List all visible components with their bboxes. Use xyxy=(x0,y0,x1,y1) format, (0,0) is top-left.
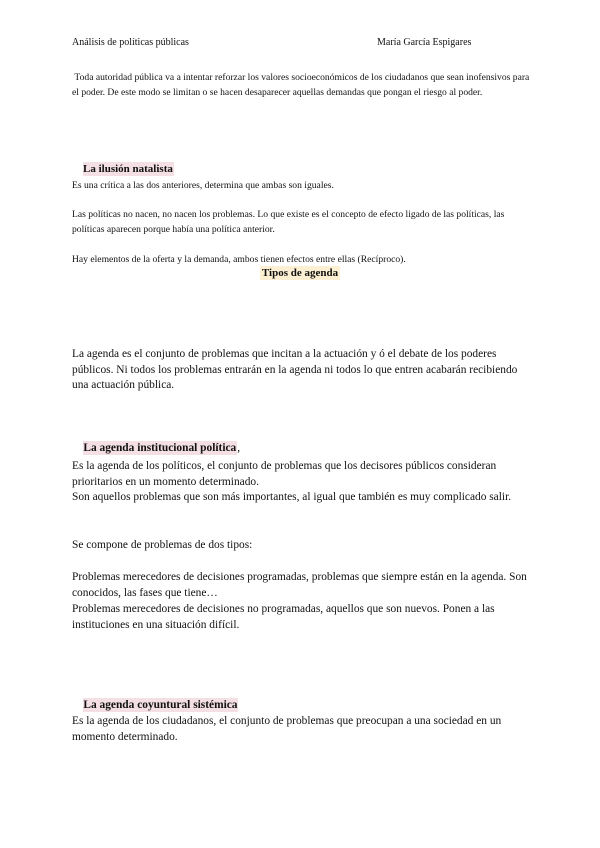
heading-tipos-de-agenda xyxy=(0,266,600,281)
natalista-paragraph-1: Es una crítica a las dos anteriores, determina que ambas son iguales. xyxy=(72,180,334,191)
intro-paragraph: Toda autoridad pública va a intentar reforzar los valores socioeconómicos de los ciudadanos que sean inofensivos para el poder. De este modo se limitan o se hacen desaparecer aquellas demandas que pongan el riesgo al poder. xyxy=(72,72,532,98)
institucional-paragraph-3: Se compone de problemas de dos tipos: xyxy=(72,539,253,551)
header-author-name: María García Espigares xyxy=(377,37,472,48)
institucional-paragraph-2: Son aquellos problemas que son más importantes, al igual que también es muy complicado salir. xyxy=(72,491,512,503)
heading-agenda-coyuntural-text: La agenda coyuntural sistémica xyxy=(83,699,238,711)
heading-tipos-de-agenda-text: Tipos de agenda xyxy=(261,267,339,279)
institucional-paragraph-4: Problemas merecedores de decisiones programadas, problemas que siempre están en la agenda. Son conocidos, las fases que tiene… xyxy=(72,571,530,599)
coyuntural-paragraph-1: Es la agenda de los ciudadanos, el conjunto de problemas que preocupan a una sociedad en un momento determinado. xyxy=(72,715,505,743)
header-course-title: Análisis de políticas públicas xyxy=(72,37,189,48)
tipos-paragraph-1: La agenda es el conjunto de problemas que incitan a la actuación y ó el debate de los poderes públicos. Ni todos los problemas entrarán en la agenda ni todos lo que entren acabarán recibiendo una actuación pública. xyxy=(72,348,521,392)
heading-agenda-institucional-text: La agenda institucional política xyxy=(83,442,237,454)
natalista-paragraph-3: Hay elementos de la oferta y la demanda, ambos tienen efectos entre ellas (Recíproco). xyxy=(72,254,406,265)
natalista-paragraph-2: Las políticas no nacen, no nacen los problemas. Lo que existe es el concepto de efecto ligado de las políticas, las políticas aparecen porque había una política anterior. xyxy=(72,209,507,235)
heading-ilusion-natalista-text: La ilusión natalista xyxy=(83,163,173,175)
institucional-paragraph-1: Es la agenda de los políticos, el conjunto de problemas que los decisores públicos consideran prioritarios en un momento determinado. xyxy=(72,460,500,488)
heading-agenda-institucional-suffix: , xyxy=(237,442,241,454)
institucional-paragraph-5: Problemas merecedores de decisiones no programadas, aquellos que son nuevos. Ponen a las instituciones en una situación difícil. xyxy=(72,603,498,631)
